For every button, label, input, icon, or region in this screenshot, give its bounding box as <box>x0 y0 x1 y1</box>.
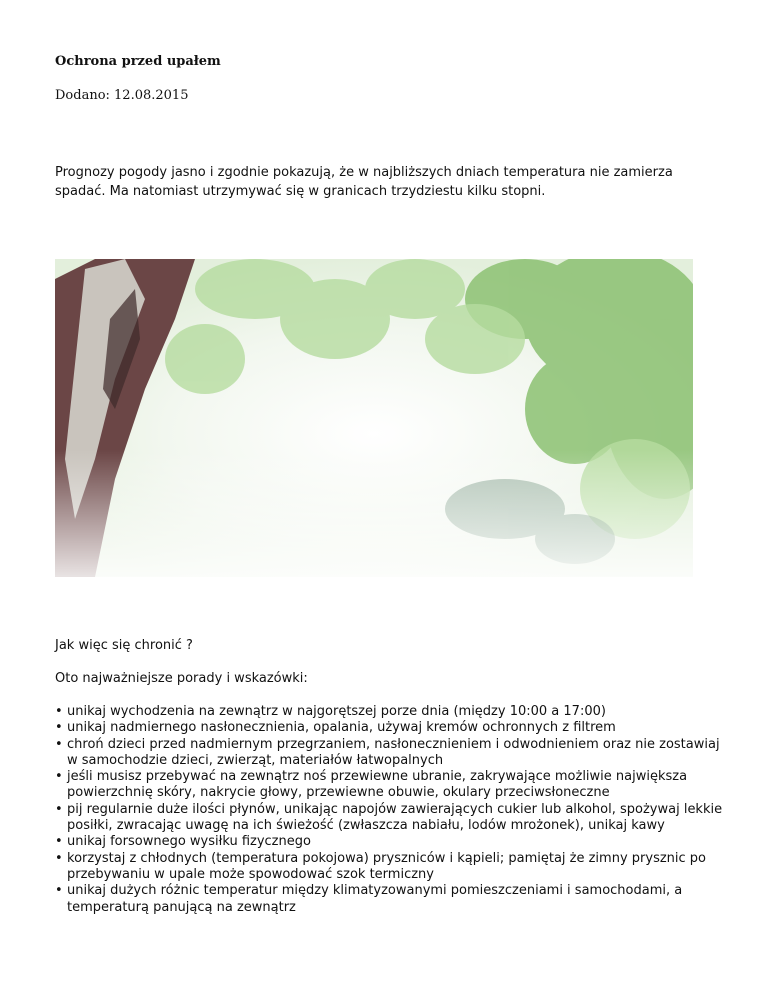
list-item: • chroń dzieci przed nadmiernym przegrzaniem, nasłonecznieniem i odwodnieniem oraz nie zostawiaj w samochodzie dzieci, zwierząt, materiałów łatwopalnych <box>55 737 725 770</box>
tips-list <box>55 704 725 916</box>
article-title: Ochrona przed upałem <box>55 54 221 69</box>
list-item: • unikaj forsownego wysiłku fizycznego <box>55 834 725 850</box>
article-intro: Prognozy pogody jasno i zgodnie pokazują, że w najbliższych dniach temperatura nie zamierza spadać. Ma natomiast utrzymywać się w granicach trzydziestu kilku stopni. <box>55 165 673 199</box>
list-item: • pij regularnie duże ilości płynów, unikając napojów zawierających cukier lub alkohol, spożywaj lekkie posiłki, zwracając uwagę na ich świeżość (zwłaszcza nabiału, lodów mrożonek), unikaj kawy <box>55 802 725 835</box>
list-item: • korzystaj z chłodnych (temperatura pokojowa) pryszniców i kąpieli; pamiętaj że zimny prysznic po przebywaniu w upale może spowodować szok termiczny <box>55 851 725 884</box>
section-question: Jak więc się chronić ? <box>55 638 193 653</box>
list-item: • unikaj dużych różnic temperatur między klimatyzowanymi pomieszczeniami i samochodami, a temperaturą panującą na zewnątrz <box>55 883 725 916</box>
list-item: • jeśli musisz przebywać na zewnątrz noś przewiewne ubranie, zakrywające możliwie największa powierzchnię skóry, nakrycie głowy, przewiewne obuwie, okulary przeciwsłoneczne <box>55 769 725 802</box>
tree-canopy-image <box>55 259 693 577</box>
article-date: Dodano: 12.08.2015 <box>55 88 189 103</box>
list-item: • unikaj nadmiernego nasłonecznienia, opalania, używaj kremów ochronnych z filtrem <box>55 720 725 736</box>
article-photo <box>55 259 693 577</box>
list-item: • unikaj wychodzenia na zewnątrz w najgorętszej porze dnia (między 10:00 a 17:00) <box>55 704 725 720</box>
section-lead: Oto najważniejsze porady i wskazówki: <box>55 671 308 686</box>
